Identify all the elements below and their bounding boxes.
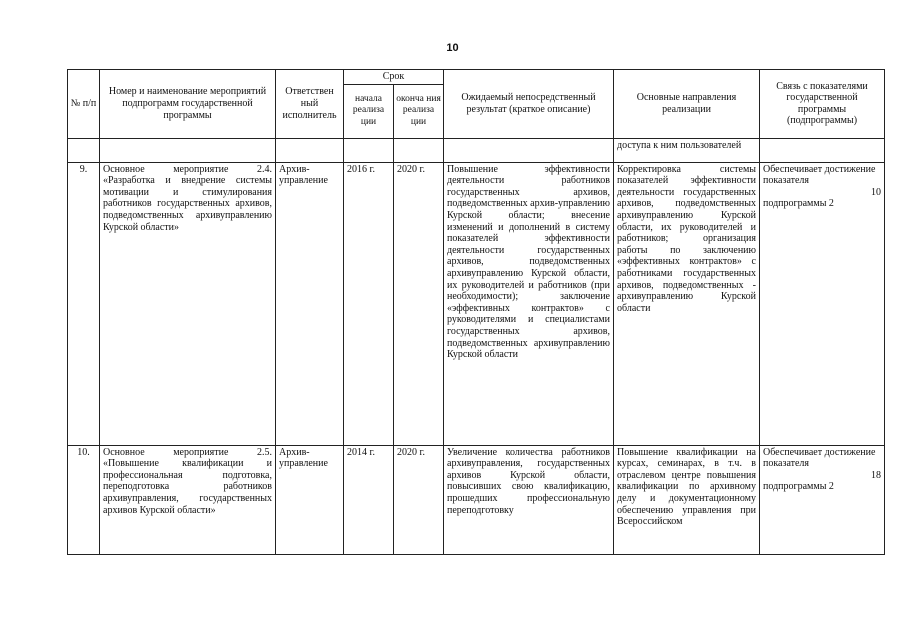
row-start: 2014 г. bbox=[344, 445, 394, 554]
row-link bbox=[760, 162, 885, 445]
header-resp: Ответствен ный исполнитель bbox=[276, 70, 344, 139]
continuation-row bbox=[68, 138, 885, 162]
link-text: Обеспечивает достижение показателя bbox=[763, 446, 876, 470]
header-term: Срок bbox=[344, 70, 444, 85]
link-subprogram: подпрограммы 2 bbox=[763, 198, 834, 210]
program-activities-table bbox=[67, 69, 885, 555]
row-num: 10. bbox=[68, 445, 100, 554]
table-row bbox=[68, 445, 885, 554]
row-result: Увеличение количества работников архивуправления, государственных архивов Курской области, повысивших свою квалификацию, прошедших профессиональную переподготовку bbox=[444, 445, 614, 554]
row-name: Основное мероприятие 2.4. «Разработка и внедрение системы мотивации и стимулирования работников государственных архивов, подведомственных архивуправлению Курской области» bbox=[100, 162, 276, 445]
row-name: Основное мероприятие 2.5. «Повышение квалификации и профессиональная подготовка, переподготовка работников архивуправления, государственных архивов Курской области» bbox=[100, 445, 276, 554]
header-link: Связь с показателями государственной программы (подпрограммы) bbox=[760, 70, 885, 139]
header-end: оконча ния реализа ции bbox=[394, 84, 444, 138]
row-directions: Корректировка системы показателей эффективности деятельности государственных архивов, подведомственных архивуправлению Курской области, их руководителей и работников; организация работы по заключению «эффективных контрактов» с работниками государственных архивов, подведомственных - архивуправлению Курской области bbox=[614, 162, 760, 445]
header-result: Ожидаемый непосредственный результат (краткое описание) bbox=[444, 70, 614, 139]
link-number: 10 bbox=[871, 186, 881, 198]
row-result: Повышение эффективности деятельности работников государственных архивов, подведомственных архив-управлению Курской области; внесение изменений и дополнений в систему показателей эффективности деятельности государственных архивов, подведомственных архивуправлению Курской области, их руководителей и работников (при необходимости); заключение «эффективных контрактов» с руководителями и специалистами государственных архивов, подведомственных архивуправлению Курской области bbox=[444, 162, 614, 445]
row-end: 2020 г. bbox=[394, 445, 444, 554]
row-num: 9. bbox=[68, 162, 100, 445]
link-number: 18 bbox=[871, 469, 881, 481]
header-start: начала реализа ции bbox=[344, 84, 394, 138]
row-resp: Архив-управление bbox=[276, 162, 344, 445]
header-row bbox=[68, 70, 885, 85]
header-directions: Основные направления реализации bbox=[614, 70, 760, 139]
continuation-directions: доступа к ним пользователей bbox=[614, 138, 760, 162]
row-link bbox=[760, 445, 885, 554]
row-end: 2020 г. bbox=[394, 162, 444, 445]
row-directions: Повышение квалификации на курсах, семинарах, в т.ч. в отраслевом центре повышения квалификации по архивному делу и документационному обеспечению управления при Всероссийском bbox=[614, 445, 760, 554]
row-start: 2016 г. bbox=[344, 162, 394, 445]
header-num: № п/п bbox=[68, 70, 100, 139]
link-text: Обеспечивает достижение показателя bbox=[763, 163, 876, 187]
header-name: Номер и наименование мероприятий подпрограмм государственной программы bbox=[100, 70, 276, 139]
page-number: 10 bbox=[446, 42, 459, 54]
table-row bbox=[68, 162, 885, 445]
link-subprogram: подпрограммы 2 bbox=[763, 481, 834, 493]
row-resp: Архив-управление bbox=[276, 445, 344, 554]
